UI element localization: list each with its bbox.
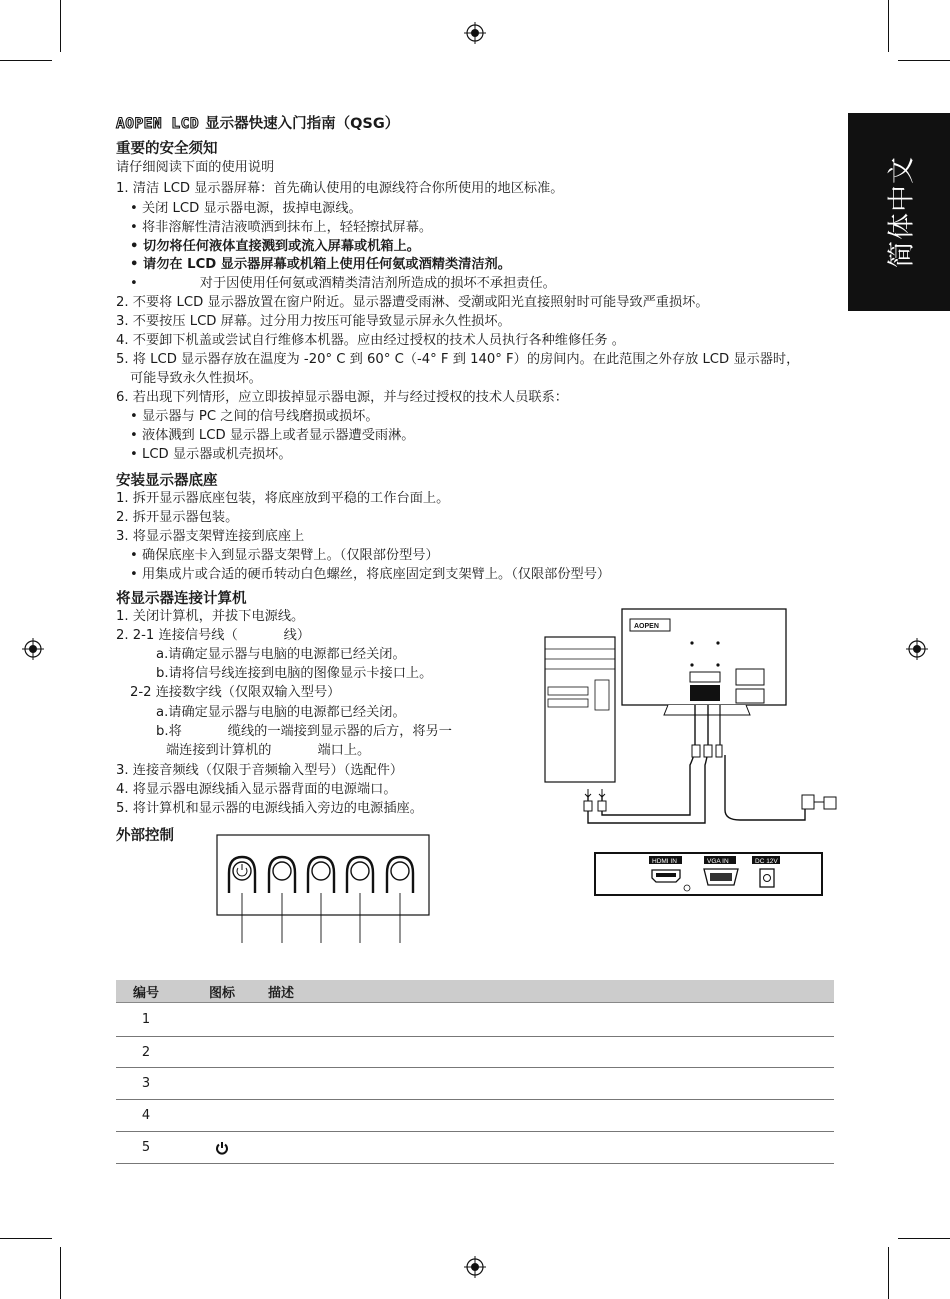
safety-item-5: 5. 将 LCD 显示器存放在温度为 -20° C 到 60° C（-4° F 到 140° F）的房间内。在此范围之外存放 LCD 显示器时， [116,352,800,367]
connect-substep: b.请将信号线连接到电脑的图像显示卡接口上。 [156,666,433,681]
safety-bullet: • 请勿在 LCD 显示器屏幕或机箱上使用任何氨或酒精类清洁剂。 [130,257,511,272]
safety-bullet: • 液体溅到 LCD 显示器上或者显示器遭受雨淋。 [130,428,415,443]
connect-step-4: 4. 将显示器电源线插入显示器背面的电源端口。 [116,782,397,797]
connect-step-3: 3. 连接音频线（仅限于音频输入型号）（选配件） [116,763,404,778]
dc-port-icon [760,869,774,887]
stand-bullet: • 用集成片或合适的硬币转动白色螺丝，将底座固定到支架臂上。（仅限部份型号） [130,567,611,582]
row-num: 4 [116,1100,176,1132]
row-desc [268,1100,834,1132]
hdmi-port-icon [652,870,680,882]
row-icon [176,1100,268,1132]
safety-bullet: • 显示器与 PC 之间的信号线磨损或损坏。 [130,409,379,424]
row-icon [176,1037,268,1068]
safety-item-6: 6. 若出现下列情形，应立即拔掉显示器电源，并与经过授权的技术人员联系： [116,390,568,405]
control-buttons-diagram [215,833,435,948]
connect-heading: 将显示器连接计算机 [116,591,247,607]
safety-heading: 重要的安全须知 [116,141,218,157]
connection-diagram [540,605,840,835]
crop-mark [0,1238,52,1239]
title-text: 显示器快速入门指南（QSG） [205,116,400,132]
row-desc [268,1132,834,1164]
language-tab-label: 简体中文 [886,156,918,268]
row-desc [268,1003,834,1037]
connect-substep: a.请确定显示器与电脑的电源都已经关闭。 [156,647,406,662]
language-tab [848,113,950,311]
safety-item-3: 3. 不要按压 LCD 屏幕。过分用力按压可能导致显示屏永久性损坏。 [116,314,511,329]
table-row [116,1037,834,1068]
registration-mark-icon [22,638,44,660]
port-panel-diagram [594,852,824,897]
safety-item-1: 1. 清洁 LCD 显示器屏幕：首先确认使用的电源线符合你所使用的地区标准。 [116,181,564,196]
connect-substep-cont [166,742,370,760]
safety-bullet: • 将非溶解性清洁液喷洒到抹布上，轻轻擦拭屏幕。 [130,220,433,235]
column-header-icon: 图标 [176,980,268,1003]
safety-item-2: 2. 不要将 LCD 显示器放置在窗户附近。显示器遭受雨淋、受潮或阳光直接照射时可能导致严重损坏。 [116,295,709,310]
connect-substep [156,723,452,741]
table-row [116,1132,834,1164]
connect-step-2 [116,627,310,645]
bullet-text: 对于因使用任何氨或酒精类清洁剂所造成的损坏不承担责任。 [199,276,556,291]
crop-mark [888,1247,889,1299]
substep-text: b.将 [156,724,182,739]
table-header-row [116,980,834,1003]
substep-text: 缆线的一端接到显示器的后方，将另一 [227,724,452,739]
substep-text: 端口上。 [317,743,371,758]
row-num: 2 [116,1037,176,1068]
row-num: 5 [116,1132,176,1164]
connect-step-1: 1. 关闭计算机，并拔下电源线。 [116,609,305,624]
stand-heading: 安装显示器底座 [116,473,218,489]
row-icon [176,1132,268,1164]
controls-heading: 外部控制 [116,828,174,844]
row-icon [176,1003,268,1037]
monitor-logo: AOPEN [634,623,659,630]
safety-item-4: 4. 不要卸下机盖或尝试自行维修本机器。应由经过授权的技术人员执行各种维修任务 。 [116,333,625,348]
connect-step-2-2: 2-2 连接数字线（仅限双输入型号） [130,685,341,700]
port-label-hdmi: HDMI IN [652,858,677,865]
connect-step-2-end: 线） [283,628,311,643]
safety-bullet: • 切勿将任何液体直接溅到或流入屏幕或机箱上。 [130,239,420,254]
stand-bullet: • 确保底座卡入到显示器支架臂上。（仅限部份型号） [130,548,439,563]
port-label-vga: VGA IN [707,858,729,865]
column-header-desc: 描述 [268,980,834,1003]
connect-step-2-text: 2. 2-1 连接信号线（ [116,628,238,643]
connect-substep: a.请确定显示器与电脑的电源都已经关闭。 [156,705,406,720]
controls-table [116,980,834,1164]
crop-mark [898,60,950,61]
safety-item-5-cont: 可能导致永久性损坏。 [130,371,262,386]
registration-mark-icon [464,22,486,44]
monitor-back-icon [622,609,786,715]
connect-step-5: 5. 将计算机和显示器的电源线插入旁边的电源插座。 [116,801,423,816]
vga-port-icon [704,869,738,885]
row-desc [268,1068,834,1100]
crop-mark [898,1238,950,1239]
row-icon [176,1068,268,1100]
table-row [116,1003,834,1037]
table-row [116,1100,834,1132]
power-icon [215,1141,229,1155]
pc-tower-icon [545,637,615,782]
row-num: 1 [116,1003,176,1037]
stand-step-2: 2. 拆开显示器包装。 [116,510,239,525]
table-row [116,1068,834,1100]
substep-text: 端连接到计算机的 [166,743,272,758]
brand-logo: AOPEN LCD [116,116,200,132]
stand-step-3: 3. 将显示器支架臂连接到底座上 [116,529,305,544]
crop-mark [0,60,52,61]
registration-mark-icon [906,638,928,660]
registration-mark-icon [464,1256,486,1278]
row-desc [268,1037,834,1068]
crop-mark [888,0,889,52]
bullet-mark: • [130,276,138,291]
crop-mark [60,0,61,52]
row-num: 3 [116,1068,176,1100]
safety-bullet [130,275,556,293]
safety-intro: 请仔细阅读下面的使用说明 [116,160,275,175]
safety-bullet: • LCD 显示器或机壳损坏。 [130,447,292,462]
safety-bullet: • 关闭 LCD 显示器电源，拔掉电源线。 [130,201,362,216]
stand-step-1: 1. 拆开显示器底座包装，将底座放到平稳的工作台面上。 [116,491,450,506]
column-header-num: 编号 [116,980,176,1003]
port-label-dc: DC 12V [755,858,778,865]
crop-mark [60,1247,61,1299]
document-title [116,112,399,133]
